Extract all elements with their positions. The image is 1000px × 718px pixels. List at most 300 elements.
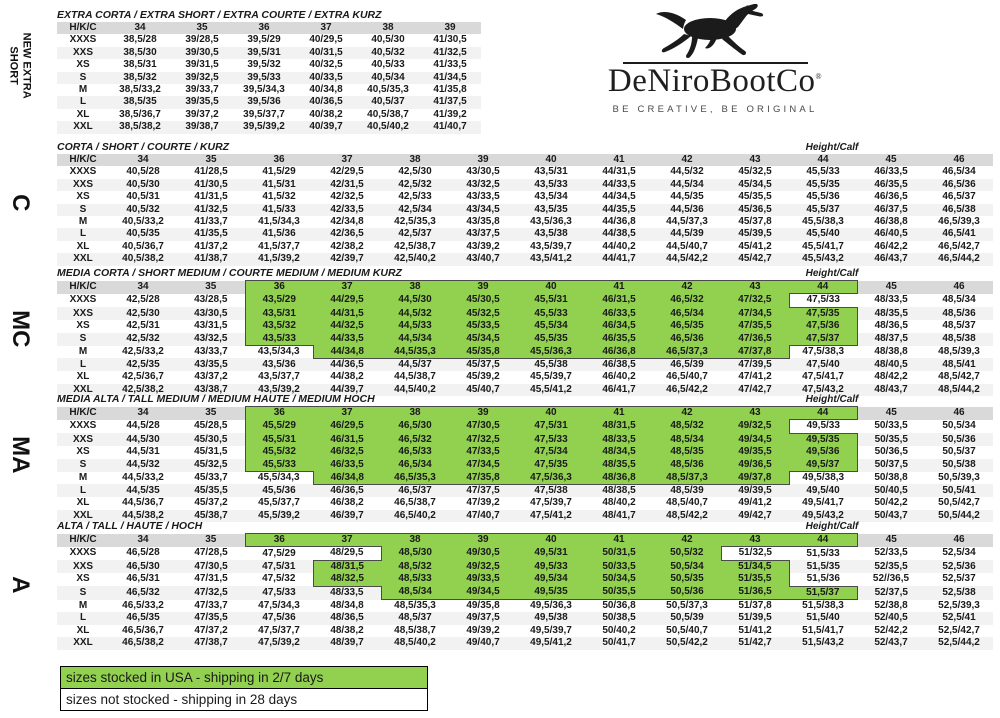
legend-not-stocked: sizes not stocked - shipping in 28 days [60, 688, 428, 711]
size-cell: 45,5/37,7 [258, 497, 300, 509]
size-cell: 48/40,5 [857, 358, 925, 371]
size-cell: 52/37,5 [857, 586, 925, 599]
table-row [57, 586, 993, 599]
size-col-header: 40 [517, 534, 585, 547]
table-row [57, 560, 993, 573]
table-row [57, 204, 993, 216]
size-cell: 46/31,5 [585, 294, 653, 307]
row-label: XXXS [69, 166, 97, 178]
size-cell: 45/35,5 [177, 484, 245, 497]
size-cell: 50,5/37 [942, 446, 976, 458]
table-row [57, 294, 993, 307]
size-cell: 42,5/35,3 [394, 216, 436, 228]
size-cell: 46,5/36 [653, 333, 721, 346]
table-row [57, 109, 481, 121]
size-col-header: 36 [245, 281, 313, 294]
size-cell: 47/38,7 [177, 637, 245, 649]
size-cell: 44,5/33 [381, 320, 449, 332]
size-cell: 46/43,7 [857, 253, 925, 265]
size-cell: 47,5/35 [789, 307, 857, 320]
size-cell: 42,5/38,2 [109, 384, 177, 396]
size-cell: 48/41,7 [585, 510, 653, 522]
size-cell: 45,5/36 [806, 191, 840, 203]
size-cell: 40/36,5 [295, 96, 357, 108]
table-title [57, 9, 481, 22]
size-cell: 40/33,5 [295, 72, 357, 84]
row-label: XXL [57, 637, 109, 649]
size-col-header: 43 [721, 407, 789, 420]
table-row [57, 573, 993, 586]
size-cell: 49/36,5 [721, 459, 789, 472]
size-cell: 48/42,2 [874, 371, 908, 383]
size-cell: 40,5/37 [357, 96, 419, 108]
size-cell: 47/35,8 [449, 472, 517, 485]
size-grid [57, 22, 481, 134]
size-table-tall [57, 520, 993, 650]
size-cell: 42,5/32 [381, 179, 449, 191]
size-col-header: 37 [313, 154, 381, 166]
size-cell: 43,5/34 [534, 191, 568, 203]
size-cell: 42/31,5 [313, 179, 381, 191]
size-cell: 49,5/33 [806, 420, 840, 432]
size-cell: 43,5/32 [245, 320, 313, 332]
size-cell: 48,5/40,2 [381, 637, 449, 649]
size-col-header: 37 [295, 22, 357, 34]
table-row [57, 600, 993, 613]
size-cell: 44,5/38,7 [394, 371, 436, 383]
size-cell: 51,5/43,2 [789, 637, 857, 649]
size-cell: 47/30,5 [177, 560, 245, 573]
table-row [57, 34, 481, 46]
size-cell: 47/32,5 [721, 294, 789, 307]
size-cell: 45/32,5 [738, 166, 772, 178]
row-label: M [78, 84, 88, 96]
size-cell: 48,5/34 [653, 433, 721, 446]
size-col-header: 41 [585, 534, 653, 547]
brand-logo [575, 4, 855, 115]
table-row [57, 253, 993, 265]
size-cell: 48/36,5 [874, 320, 908, 332]
row-label: S [57, 204, 109, 216]
size-cell: 49/32,5 [721, 420, 789, 433]
row-label: XS [76, 320, 90, 332]
size-cell: 49,5/43,2 [789, 510, 857, 522]
size-col-header: 37 [313, 407, 381, 420]
size-cell: 48,5/32 [381, 560, 449, 573]
size-cell: 44,5/36 [653, 204, 721, 216]
size-cell: 39,5/39,2 [233, 121, 295, 133]
size-cell: 43,5/31 [245, 307, 313, 320]
size-cell: 50,5/36 [653, 586, 721, 599]
table-title-text: MEDIA ALTA / TALL MEDIUM / MEDIUM HAUTE / MEDIUM HOCH [57, 393, 375, 405]
size-cell: 41/39,2 [433, 108, 467, 120]
size-cell: 42,5/30 [109, 307, 177, 320]
legend [60, 666, 428, 711]
table-row [57, 472, 993, 485]
size-col-header: 40 [517, 154, 585, 166]
size-cell: 38,5/32 [109, 72, 171, 84]
size-cell: 51/35,5 [721, 573, 789, 586]
row-label: XXL [57, 510, 109, 522]
size-col-header: 37 [313, 281, 381, 294]
size-cell: 40,5/32 [109, 204, 177, 216]
size-cell: 52,5/38 [925, 586, 993, 599]
size-cell: 40/31,5 [295, 47, 357, 59]
size-cell: 47/39,2 [466, 497, 500, 509]
size-cell: 43/40,7 [449, 253, 517, 265]
size-cell: 45,5/32 [245, 446, 313, 458]
size-col-header: 40 [517, 281, 585, 294]
size-cell: 47/33,7 [194, 599, 228, 611]
size-cell: 47,5/39,2 [245, 637, 313, 649]
size-col-header: 35 [171, 22, 233, 34]
row-label: M [78, 599, 88, 611]
size-cell: 44/34,5 [602, 191, 636, 203]
table-row [57, 320, 993, 332]
size-cell: 52//36,5 [872, 573, 910, 585]
size-cell: 40,5/40,2 [357, 121, 419, 133]
table-row [57, 358, 993, 371]
size-cell: 48,5/38,7 [394, 624, 436, 636]
size-cell: 52,5/37 [942, 573, 976, 585]
size-table-short [57, 141, 993, 266]
corner-header: H/K/C [57, 407, 109, 420]
row-label: XXS [57, 47, 109, 59]
size-cell: 44,5/33,2 [122, 471, 164, 483]
size-cell: 46/29,5 [313, 420, 381, 433]
row-label: L [57, 612, 109, 624]
size-table-tall-medium [57, 393, 993, 522]
size-cell: 39,5/36 [233, 96, 295, 108]
size-cell: 42/33,5 [313, 204, 381, 216]
size-cell: 39/35,5 [171, 96, 233, 108]
table-title-text: ALTA / TALL / HAUTE / HOCH [57, 520, 203, 532]
size-cell: 48,5/42,2 [653, 510, 721, 522]
size-cell: 48/29,5 [330, 547, 364, 559]
size-cell: 45,5/33 [245, 459, 313, 472]
size-cell: 50,5/35 [653, 573, 721, 586]
size-cell: 44,5/42,2 [653, 253, 721, 265]
size-col-header: 34 [109, 154, 177, 166]
size-cell: 40,5/28 [126, 166, 160, 178]
size-col-header: 36 [245, 407, 313, 420]
size-cell: 39/30,5 [171, 47, 233, 59]
size-cell: 48/31,5 [585, 420, 653, 433]
size-col-header: 41 [585, 281, 653, 294]
size-cell: 41,5/34,3 [258, 216, 300, 228]
size-cell: 44/35,5 [585, 204, 653, 216]
row-label: XL [76, 371, 90, 383]
row-label: XS [76, 446, 90, 458]
size-cell: 50,5/39,3 [938, 471, 980, 483]
size-cell: 44/31,5 [313, 307, 381, 320]
size-cell: 49,5/34 [517, 573, 585, 586]
size-cell: 47,5/31 [517, 420, 585, 433]
size-cell: 41/33,7 [194, 216, 228, 228]
size-col-header: 45 [857, 407, 925, 420]
size-col-header: 39 [449, 154, 517, 166]
size-cell: 47/42,7 [721, 384, 789, 396]
size-cell: 50,5/42,2 [653, 637, 721, 649]
size-cell: 47,5/33 [806, 294, 840, 306]
row-label: XL [76, 497, 90, 509]
size-cell: 39,5/32 [247, 59, 281, 71]
row-label: L [57, 484, 109, 497]
row-label: S [57, 459, 109, 472]
table-row [57, 307, 993, 320]
size-cell: 45,5/36 [245, 484, 313, 497]
size-cell: 45/30,5 [177, 433, 245, 446]
size-cell: 38,5/30 [109, 47, 171, 59]
size-cell: 46,5/36,7 [122, 624, 164, 636]
size-cell: 49,5/40 [789, 484, 857, 497]
size-cell: 42,5/31 [126, 320, 160, 332]
size-cell: 40,5/30 [371, 34, 405, 46]
size-cell: 45/31,5 [194, 446, 228, 458]
row-label: S [57, 586, 109, 599]
size-cell: 48,5/36 [925, 307, 993, 320]
size-cell: 46/38,8 [874, 216, 908, 228]
size-cell: 45,5/41,2 [517, 384, 585, 396]
row-label: XXL [57, 253, 109, 265]
size-cell: 47/32,5 [449, 433, 517, 446]
row-label: XXS [57, 560, 109, 573]
table-title-text: EXTRA CORTA / EXTRA SHORT / EXTRA COURTE / EXTRA KURZ [57, 9, 382, 21]
size-cell: 47,5/31 [245, 560, 313, 573]
size-cell: 41/30,5 [433, 34, 467, 46]
table-row [57, 446, 993, 458]
table-row [57, 637, 993, 649]
size-cell: 47/32,5 [177, 586, 245, 599]
size-cell: 44/31,5 [602, 166, 636, 178]
size-cell: 41,5/29 [262, 166, 296, 178]
size-cell: 49,5/38,3 [802, 472, 845, 484]
size-cell: 45/37,5 [449, 358, 517, 371]
table-row [57, 241, 993, 253]
size-cell: 39,5/34,3 [243, 84, 285, 96]
size-cell: 42,5/28 [126, 294, 160, 306]
size-col-header: 38 [357, 22, 419, 34]
size-cell: 48,5/44,2 [925, 384, 993, 396]
size-col-header: 44 [789, 154, 857, 166]
size-col-header: 35 [177, 534, 245, 547]
size-cell: 43/35,8 [466, 216, 500, 228]
size-cell: 43/28,5 [194, 294, 228, 306]
size-cell: 43/30,5 [177, 307, 245, 320]
size-cell: 47,5/38 [517, 484, 585, 497]
size-cell: 45,5/40 [789, 228, 857, 240]
size-cell: 42/38,2 [330, 240, 364, 252]
row-label: XXXS [69, 34, 97, 46]
size-cell: 38,5/28 [123, 34, 157, 46]
size-col-header: 35 [177, 154, 245, 166]
size-cell: 50/38,5 [585, 612, 653, 624]
size-cell: 49/41,2 [738, 497, 772, 509]
table-row [57, 333, 993, 346]
size-cell: 43,5/29 [245, 294, 313, 307]
size-cell: 48/38,5 [585, 484, 653, 497]
size-cell: 46,5/38,7 [394, 497, 436, 509]
size-cell: 52/38,8 [874, 599, 908, 611]
size-cell: 49,5/37 [789, 459, 857, 472]
size-cell: 51,5/35 [789, 560, 857, 573]
table-row [57, 484, 993, 497]
size-cell: 47,5/34 [517, 446, 585, 458]
size-cell: 46,5/34 [653, 307, 721, 320]
table-title [57, 520, 993, 533]
size-cell: 40,5/38,2 [109, 253, 177, 265]
size-cell: 45/34,5 [449, 333, 517, 346]
size-cell: 46,5/37 [942, 191, 976, 203]
size-cell: 45/36,5 [721, 204, 789, 216]
size-cell: 40,5/34 [357, 72, 419, 84]
size-cell: 42,5/36,7 [122, 371, 164, 383]
row-label: XXS [57, 433, 109, 446]
size-col-header: 46 [925, 407, 993, 420]
size-cell: 47,5/41,2 [517, 510, 585, 522]
table-title-text: CORTA / SHORT / COURTE / KURZ [57, 141, 230, 153]
size-col-header: 36 [245, 154, 313, 166]
size-cell: 50,5/40,7 [666, 624, 708, 636]
size-cell: 52,5/34 [942, 547, 976, 559]
size-col-header: 34 [109, 281, 177, 294]
size-cell: 41/34,5 [419, 72, 481, 84]
size-cell: 48/36,5 [313, 612, 381, 624]
size-cell: 43,5/37,7 [258, 371, 300, 383]
size-col-header: 39 [449, 281, 517, 294]
size-cell: 51,5/40 [789, 612, 857, 624]
size-col-header: 43 [721, 154, 789, 166]
row-label: L [57, 228, 109, 240]
galloping-horse-icon [653, 4, 778, 62]
size-cell: 51,5/37 [789, 586, 857, 599]
size-cell: 41/40,7 [419, 121, 481, 133]
size-cell: 47,5/33 [245, 586, 313, 599]
size-cell: 43,5/35 [517, 204, 585, 216]
size-cell: 46,5/40,7 [666, 371, 708, 383]
size-cell: 49/35,8 [466, 600, 500, 612]
size-cell: 50/37,5 [857, 459, 925, 472]
row-label: S [57, 333, 109, 346]
size-cell: 47,5/39,7 [530, 497, 572, 509]
size-cell: 39,5/29 [247, 34, 281, 46]
size-cell: 51/32,5 [738, 547, 772, 559]
size-cell: 47/40,7 [449, 510, 517, 522]
size-cell: 46,5/40,2 [381, 510, 449, 522]
size-cell: 44,5/35,3 [381, 346, 449, 359]
size-cell: 48,5/40,7 [666, 497, 708, 509]
size-cell: 45/42,7 [721, 253, 789, 265]
size-cell: 49/40,7 [449, 637, 517, 649]
size-col-header: 34 [109, 534, 177, 547]
size-cell: 41/37,5 [419, 96, 481, 108]
size-cell: 44/38,5 [585, 228, 653, 240]
size-cell: 46,5/35 [109, 612, 177, 624]
size-cell: 44/32,5 [313, 320, 381, 332]
size-cell: 38,5/35 [109, 96, 171, 108]
size-cell: 45/41,2 [738, 240, 772, 252]
size-cell: 45/35,8 [449, 346, 517, 359]
size-cell: 48/36,8 [585, 472, 653, 485]
size-cell: 50/35,5 [585, 586, 653, 599]
size-cell: 43,5/34,3 [257, 346, 300, 358]
size-cell: 40/29,5 [309, 34, 343, 46]
table-row [57, 547, 993, 560]
legend-stocked: sizes stocked in USA - shipping in 2/7 days [60, 666, 428, 689]
size-cell: 47,5/40 [789, 358, 857, 371]
size-cell: 45,5/31 [517, 294, 585, 307]
size-cell: 41,5/36 [245, 228, 313, 240]
size-cell: 44/36,5 [313, 358, 381, 371]
size-col-header: 38 [381, 154, 449, 166]
size-cell: 44,5/38,2 [109, 510, 177, 522]
size-cell: 42/34,8 [330, 216, 364, 228]
side-label-c: C [6, 194, 34, 212]
size-col-header: 42 [653, 281, 721, 294]
size-cell: 46,5/30 [109, 560, 177, 573]
size-cell: 48,5/35 [653, 446, 721, 458]
size-table-short-medium [57, 267, 993, 396]
size-cell: 44,5/30 [109, 433, 177, 446]
size-cell: 47/37,2 [194, 624, 228, 636]
registered-mark: ® [815, 72, 823, 81]
size-cell: 47/35,5 [177, 612, 245, 624]
size-cell: 45/37,8 [738, 216, 772, 228]
size-cell: 45,5/38,3 [802, 216, 844, 228]
size-cell: 43/30,5 [466, 166, 500, 178]
size-cell: 42,5/33,2 [122, 345, 164, 357]
size-cell: 50,5/42,7 [938, 497, 980, 509]
size-cell: 41,5/37,7 [258, 240, 300, 252]
table-row [57, 612, 993, 624]
size-cell: 52,5/42,7 [938, 624, 980, 636]
size-cell: 46/33,5 [874, 166, 908, 178]
size-cell: 49,5/31 [517, 547, 585, 560]
size-cell: 44,5/40,2 [381, 384, 449, 396]
table-row [57, 166, 993, 178]
size-cell: 50/31,5 [585, 547, 653, 560]
size-cell: 38,5/36,7 [119, 108, 161, 120]
size-cell: 43,5/39,7 [530, 240, 572, 252]
size-cell: 43,5/38 [517, 228, 585, 240]
size-col-header: 38 [381, 281, 449, 294]
row-label: XL [76, 108, 90, 120]
size-cell: 50/42,2 [874, 497, 908, 509]
size-cell: 49,5/39,7 [530, 624, 572, 636]
size-cell: 46/33,5 [313, 459, 381, 472]
size-cell: 49,5/35 [517, 586, 585, 599]
size-cell: 50,5/41 [925, 484, 993, 497]
size-cell: 44,5/31 [126, 446, 160, 458]
size-cell: 44/38,2 [330, 371, 364, 383]
row-label: XS [76, 59, 90, 71]
size-cell: 49/39,5 [721, 484, 789, 497]
size-cell: 50/36,5 [874, 446, 908, 458]
size-col-header: 46 [925, 281, 993, 294]
side-label-mc: MC [6, 310, 34, 348]
table-row [57, 625, 993, 637]
size-cell: 44/36,8 [602, 216, 636, 228]
size-cell: 49/30,5 [449, 547, 517, 560]
size-cell: 46/31,5 [313, 433, 381, 446]
size-cell: 52/43,7 [857, 637, 925, 649]
row-label: XS [76, 191, 90, 203]
table-row [57, 121, 481, 133]
size-cell: 49,5/36 [789, 446, 857, 458]
size-cell: 42/29,5 [330, 166, 364, 178]
brand-name: DeNiroBootCo [607, 63, 816, 99]
size-cell: 41/31,5 [194, 191, 228, 203]
